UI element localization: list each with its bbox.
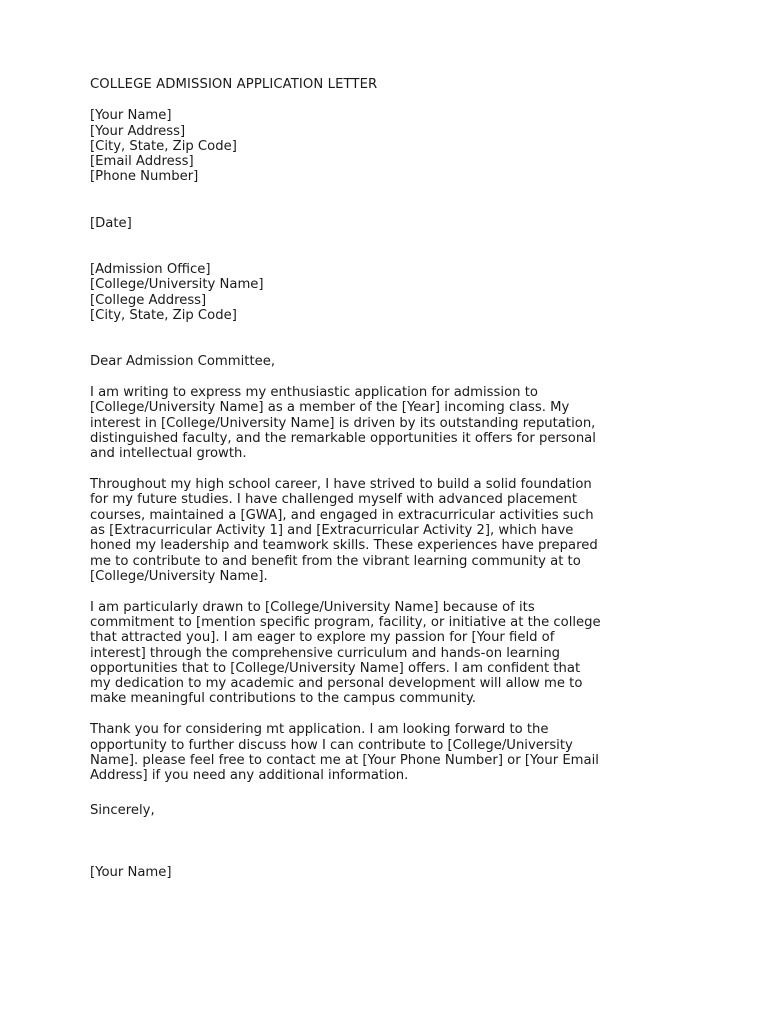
letter-date: [Date]	[90, 215, 132, 231]
paragraph-line: and intellectual growth.	[90, 446, 247, 462]
body-paragraph	[90, 600, 690, 707]
paragraph-line: as [Extracurricular Activity 1] and [Extracurricular Activity 2], which have	[90, 522, 574, 538]
letter-page	[90, 77, 690, 880]
paragraph-line: Throughout my high school career, I have strived to build a solid foundation	[90, 477, 592, 493]
recipient-college-address: [College Address]	[90, 292, 207, 308]
paragraph-line: Address] if you need any additional information.	[90, 768, 409, 784]
signature-name: [Your Name]	[90, 864, 172, 880]
paragraph-line: make meaningful contributions to the campus community.	[90, 691, 476, 707]
date-block	[90, 216, 690, 231]
recipient-office: [Admission Office]	[90, 262, 211, 278]
body-paragraph	[90, 722, 690, 783]
paragraph-line: courses, maintained a [GWA], and engaged in extracurricular activities such	[90, 507, 594, 523]
letter-title: COLLEGE ADMISSION APPLICATION LETTER	[90, 77, 378, 92]
sender-phone: [Phone Number]	[90, 169, 199, 185]
sender-email: [Email Address]	[90, 154, 194, 170]
body-paragraph	[90, 477, 690, 584]
paragraph-line: my dedication to my academic and personal development will allow me to	[90, 676, 583, 692]
paragraph-line: [College/University Name].	[90, 568, 268, 584]
paragraph-line: interest in [College/University Name] is driven by its outstanding reputation,	[90, 415, 596, 431]
paragraph-line: opportunity to further discuss how I can contribute to [College/University	[90, 737, 573, 753]
paragraph-line: honed my leadership and teamwork skills. These experiences have prepared	[90, 538, 598, 554]
salutation: Dear Admission Committee,	[90, 354, 276, 370]
paragraph-line: interest] through the comprehensive curriculum and hands-on learning	[90, 645, 561, 661]
paragraph-line: Name]. please feel free to contact me at [Your Phone Number] or [Your Email	[90, 752, 599, 768]
closing: Sincerely,	[90, 803, 155, 819]
paragraph-line: that attracted you]. I am eager to explore my passion for [Your field of	[90, 630, 555, 646]
paragraph-line: [College/University Name] as a member of the [Year] incoming class. My	[90, 400, 570, 416]
recipient-city-state-zip: [City, State, Zip Code]	[90, 307, 237, 323]
recipient-address-block	[90, 262, 690, 323]
letter-body	[90, 385, 690, 783]
sender-city-state-zip: [City, State, Zip Code]	[90, 138, 237, 154]
paragraph-line: opportunities that to [College/University Name] offers. I am confident that	[90, 660, 581, 676]
paragraph-line: I am particularly drawn to [College/University Name] because of its	[90, 599, 535, 615]
recipient-college-name: [College/University Name]	[90, 277, 264, 293]
paragraph-line: for my future studies. I have challenged myself with advanced placement	[90, 492, 577, 508]
paragraph-line: Thank you for considering mt application. I am looking forward to the	[90, 722, 549, 738]
paragraph-line: distinguished faculty, and the remarkable opportunities it offers for personal	[90, 430, 596, 446]
sender-address-block	[90, 108, 690, 184]
body-paragraph	[90, 385, 690, 461]
sender-address: [Your Address]	[90, 123, 186, 139]
sender-name: [Your Name]	[90, 108, 172, 124]
paragraph-line: I am writing to express my enthusiastic application for admission to	[90, 385, 538, 401]
paragraph-line: commitment to [mention specific program, facility, or initiative at the college	[90, 614, 601, 630]
paragraph-line: me to contribute to and benefit from the vibrant learning community at to	[90, 553, 581, 569]
